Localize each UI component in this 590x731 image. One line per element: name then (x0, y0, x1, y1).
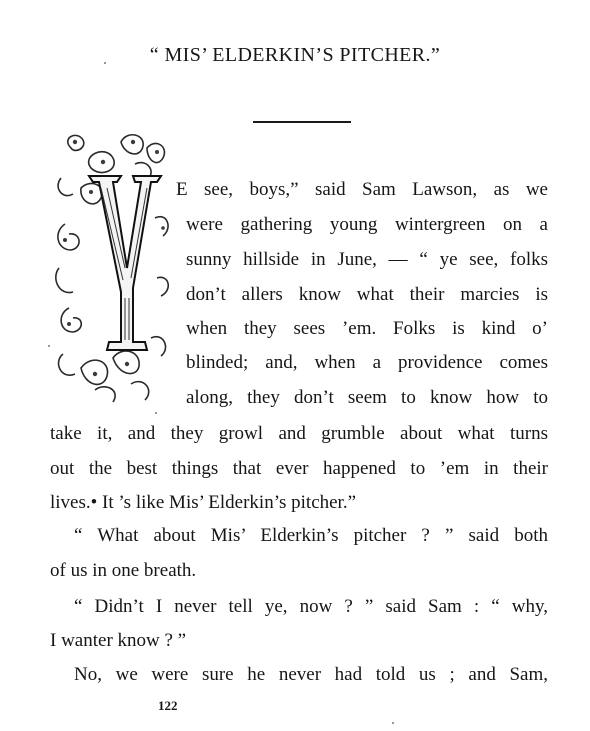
text-line-12: of us in one breath. (50, 560, 197, 581)
text-line-15: No, we were sure he never had told us ; and Sam, (74, 664, 548, 685)
text-line-13: “ Didn’t I never tell ye, now ? ” said Sam : “ why, (74, 596, 548, 617)
ornamental-drop-cap (51, 128, 175, 408)
text-line-3: sunny hillside in June, — “ ye see, folks (186, 249, 548, 270)
text-line-4: don’t allers know what their marcies is (186, 284, 548, 305)
text-line-7: along, they don’t seem to know how to (186, 387, 548, 408)
drop-cap-letter (51, 408, 52, 409)
title-rule-divider (253, 121, 351, 123)
text-line-11: “ What about Mis’ Elderkin’s pitcher ? ” said both (74, 525, 548, 546)
print-speck (104, 62, 106, 64)
print-speck (48, 345, 50, 347)
text-line-5: when they sees ’em. Folks is kind o’ (186, 318, 548, 339)
text-line-9: out the best things that ever happened to ’em in their (50, 458, 548, 479)
chapter-title: “ MIS’ ELDERKIN’S PITCHER.” (149, 44, 441, 66)
text-line-10: lives.• It ’s like Mis’ Elderkin’s pitcher.” (50, 492, 357, 513)
text-line-2: were gathering young wintergreen on a (186, 214, 548, 235)
text-line-8: take it, and they growl and grumble about what turns (50, 423, 548, 444)
page-number: 122 (158, 698, 178, 713)
text-line-14: I wanter know ? ” (50, 630, 187, 651)
decorative-flourish-icon (51, 128, 175, 408)
text-line-6: blinded; and, when a providence comes (186, 352, 548, 373)
print-speck (155, 412, 157, 414)
text-line-1: E see, boys,” said Sam Lawson, as we (176, 179, 548, 200)
print-speck (392, 722, 394, 724)
